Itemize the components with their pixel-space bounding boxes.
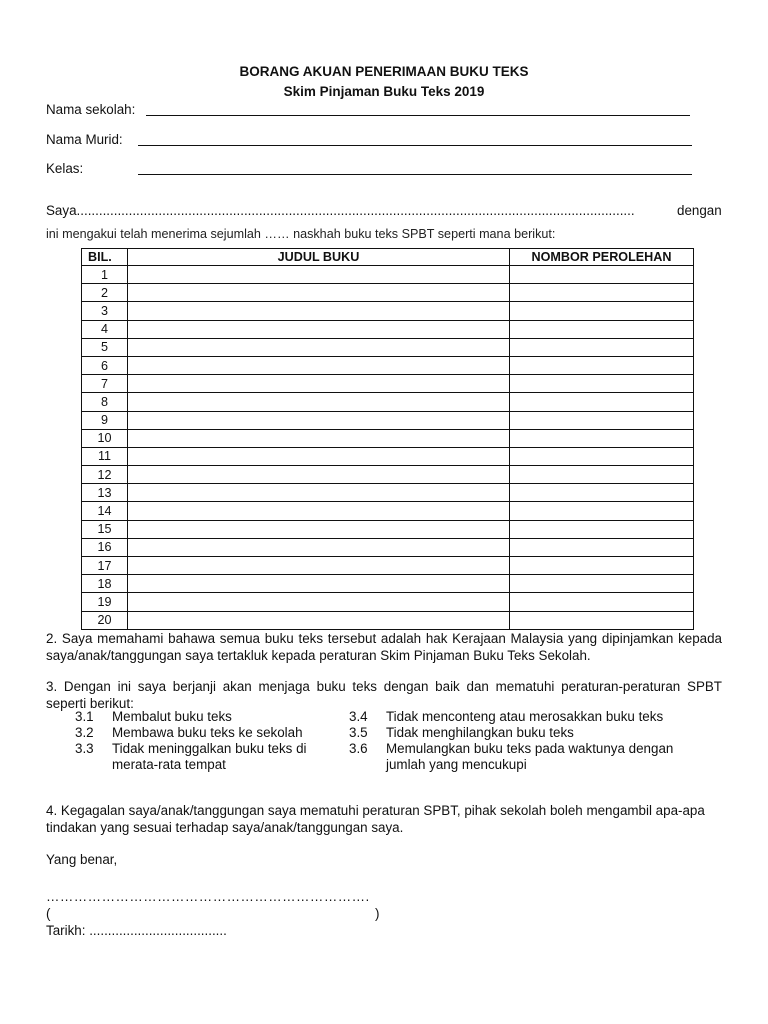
book-title-cell[interactable] — [128, 429, 510, 447]
book-title-cell[interactable] — [128, 411, 510, 429]
table-row — [82, 447, 694, 465]
acquisition-number-cell[interactable] — [510, 557, 694, 575]
table-row — [82, 284, 694, 302]
book-title-cell[interactable] — [128, 557, 510, 575]
declaration-saya: Saya — [46, 203, 77, 218]
table-row — [82, 393, 694, 411]
book-title-cell[interactable] — [128, 375, 510, 393]
table-row — [82, 338, 694, 356]
rule-text: Tidak menghilangkan buku teks — [386, 725, 574, 740]
acquisition-number-cell[interactable] — [510, 429, 694, 447]
rule-number: 3.1 — [75, 709, 94, 724]
table-row — [82, 575, 694, 593]
book-title-cell[interactable] — [128, 266, 510, 284]
acquisition-number-cell[interactable] — [510, 284, 694, 302]
table-row — [82, 538, 694, 556]
rule-number: 3.5 — [349, 725, 368, 740]
row-number: 2 — [82, 284, 128, 302]
table-row — [82, 611, 694, 629]
paragraph-4: 4. Kegagalan saya/anak/tanggungan saya mematuhi peraturan SPBT, pihak sekolah boleh mengambil apa-apa tindakan yang sesuai terhadap saya/anak/tanggungan saya. — [46, 803, 705, 835]
name-paren-close: ) — [375, 906, 380, 921]
acquisition-number-cell[interactable] — [510, 447, 694, 465]
rule-text: Tidak menconteng atau merosakkan buku teks — [386, 709, 664, 724]
row-number: 7 — [82, 375, 128, 393]
acquisition-number-cell[interactable] — [510, 302, 694, 320]
row-number: 11 — [82, 447, 128, 465]
header-bil: BIL. — [82, 249, 128, 266]
row-number: 6 — [82, 356, 128, 374]
acquisition-number-cell[interactable] — [510, 411, 694, 429]
signature-field[interactable]: ……………………………………………………………. — [46, 889, 370, 904]
book-title-cell[interactable] — [128, 520, 510, 538]
school-name-field[interactable] — [146, 115, 690, 116]
book-title-cell[interactable] — [128, 484, 510, 502]
table-row — [82, 320, 694, 338]
table-row — [82, 466, 694, 484]
row-number: 13 — [82, 484, 128, 502]
row-number: 1 — [82, 266, 128, 284]
rule-text: Membalut buku teks — [112, 709, 232, 724]
table-row — [82, 356, 694, 374]
book-table — [81, 248, 694, 630]
table-row — [82, 411, 694, 429]
paragraph-3: 3. Dengan ini saya berjanji akan menjaga buku teks dengan baik dan mematuhi peraturan-peraturan SPBT seperti berikut: — [46, 679, 722, 711]
acquisition-number-cell[interactable] — [510, 320, 694, 338]
row-number: 15 — [82, 520, 128, 538]
row-number: 19 — [82, 593, 128, 611]
row-number: 16 — [82, 538, 128, 556]
school-name-label: Nama sekolah: — [46, 102, 136, 117]
acquisition-number-cell[interactable] — [510, 266, 694, 284]
row-number: 10 — [82, 429, 128, 447]
declaration-line-1 — [46, 203, 722, 218]
acquisition-number-cell[interactable] — [510, 575, 694, 593]
form-subtitle: Skim Pinjaman Buku Teks 2019 — [283, 84, 485, 99]
date-label: Tarikh: — [46, 923, 86, 938]
row-number: 9 — [82, 411, 128, 429]
student-name-field[interactable] — [138, 145, 692, 146]
rule-text: Tidak meninggalkan buku teks di merata-rata tempat — [112, 741, 307, 772]
row-number: 3 — [82, 302, 128, 320]
table-row — [82, 593, 694, 611]
row-number: 20 — [82, 611, 128, 629]
date-line — [46, 923, 227, 938]
acquisition-number-cell[interactable] — [510, 338, 694, 356]
header-judul-buku: JUDUL BUKU — [128, 249, 510, 266]
header-nombor-perolehan: NOMBOR PEROLEHAN — [510, 249, 694, 266]
table-row — [82, 375, 694, 393]
table-row — [82, 502, 694, 520]
book-title-cell[interactable] — [128, 284, 510, 302]
table-row — [82, 302, 694, 320]
acquisition-number-cell[interactable] — [510, 593, 694, 611]
name-paren-open: ( — [46, 906, 51, 921]
acquisition-number-cell[interactable] — [510, 611, 694, 629]
rule-number: 3.6 — [349, 741, 368, 756]
acquisition-number-cell[interactable] — [510, 538, 694, 556]
book-title-cell[interactable] — [128, 538, 510, 556]
row-number: 12 — [82, 466, 128, 484]
row-number: 5 — [82, 338, 128, 356]
class-label: Kelas: — [46, 161, 84, 176]
acquisition-number-cell[interactable] — [510, 502, 694, 520]
book-title-cell[interactable] — [128, 593, 510, 611]
rule-number: 3.4 — [349, 709, 368, 724]
student-name-label: Nama Murid: — [46, 132, 123, 147]
acquisition-number-cell[interactable] — [510, 356, 694, 374]
form-title: BORANG AKUAN PENERIMAAN BUKU TEKS — [239, 64, 529, 79]
row-number: 14 — [82, 502, 128, 520]
declaration-line-2: ini mengakui telah menerima sejumlah …… naskhah buku teks SPBT seperti mana berikut: — [46, 227, 556, 241]
rule-text: Membawa buku teks ke sekolah — [112, 725, 303, 740]
closing-yang-benar: Yang benar, — [46, 852, 118, 867]
row-number: 18 — [82, 575, 128, 593]
row-number: 8 — [82, 393, 128, 411]
book-title-cell[interactable] — [128, 356, 510, 374]
class-field[interactable] — [138, 174, 692, 175]
book-title-cell[interactable] — [128, 502, 510, 520]
declaration-name-field[interactable]: ...................................................................................................................................................... — [76, 203, 635, 218]
rule-text: Memulangkan buku teks pada waktunya dengan jumlah yang mencukupi — [386, 741, 674, 772]
acquisition-number-cell[interactable] — [510, 520, 694, 538]
table-row — [82, 429, 694, 447]
acquisition-number-cell[interactable] — [510, 375, 694, 393]
book-title-cell[interactable] — [128, 466, 510, 484]
table-row — [82, 484, 694, 502]
paragraph-2: 2. Saya memahami bahawa semua buku teks tersebut adalah hak Kerajaan Malaysia yang dipinjamkan kepada saya/anak/tanggungan saya tertakluk kepada peraturan Skim Pinjaman Buku Teks Sekolah. — [46, 631, 722, 663]
date-field[interactable]: ..................................... — [89, 923, 227, 938]
book-title-cell[interactable] — [128, 302, 510, 320]
acquisition-number-cell[interactable] — [510, 466, 694, 484]
rule-number: 3.2 — [75, 725, 94, 740]
acquisition-number-cell[interactable] — [510, 393, 694, 411]
book-title-cell[interactable] — [128, 393, 510, 411]
row-number: 17 — [82, 557, 128, 575]
book-title-cell[interactable] — [128, 320, 510, 338]
table-row — [82, 557, 694, 575]
rule-number: 3.3 — [75, 741, 94, 756]
acquisition-number-cell[interactable] — [510, 484, 694, 502]
book-title-cell[interactable] — [128, 447, 510, 465]
table-header-row — [82, 249, 694, 266]
book-title-cell[interactable] — [128, 338, 510, 356]
table-row — [82, 520, 694, 538]
row-number: 4 — [82, 320, 128, 338]
table-row — [82, 266, 694, 284]
declaration-dengan: dengan — [674, 203, 722, 218]
book-title-cell[interactable] — [128, 611, 510, 629]
book-title-cell[interactable] — [128, 575, 510, 593]
